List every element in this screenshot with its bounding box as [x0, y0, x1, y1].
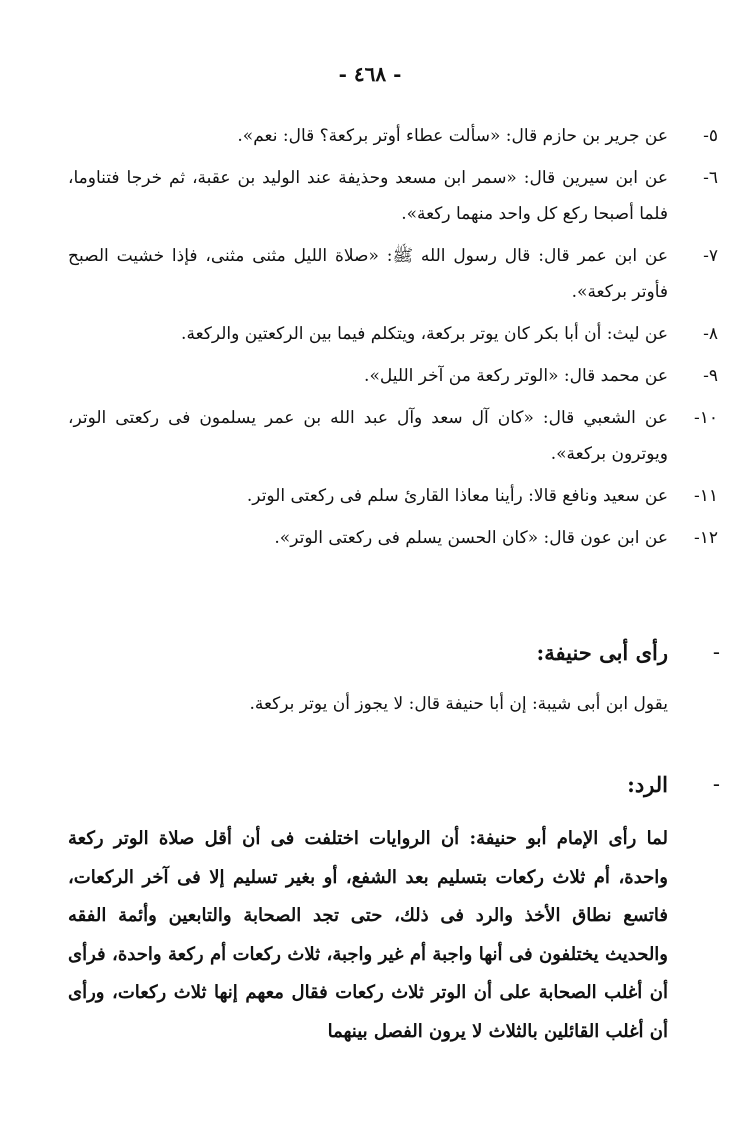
narration-number: ٧- [703, 246, 718, 266]
narration-text: عن سعيد ونافع قالا: رأينا معاذا القارئ سلم فى ركعتى الوتر. [246, 486, 668, 506]
narration-text: عن ليث: أن أبا بكر كان يوتر بركعة، ويتكلم فيما بين الركعتين والركعة. [181, 324, 668, 344]
reply-text: لما رأى الإمام أبو حنيفة: أن الروايات اختلفت فى أن أقل صلاة الوتر ركعة واحدة، أم ثلاث ركعات بتسليم بعد الشفع، أو بغير تسليم إلا فى آخر الركعات، فاتسع نطاق الأخذ والرد فى ذلك، حتى تجد الصحابة والتابعين وأئمة الفقه والحديث يختلفون فى أنها واجبة أم غير واجبة، ثلاث ركعات أم ركعة واحدة، فرأى أن أغلب الصحابة على أن الوتر ثلاث ركعات فقال معهم إنها ثلاث ركعات، ورأى أن أغلب القائلين بالثلاث لا يرون الفصل بينهما [68, 828, 668, 1042]
heading-dash: - [712, 772, 720, 796]
narration-text: عن ابن عمر قال: قال رسول الله ﷺ: «صلاة الليل مثنى مثنى، فإذا خشيت الصبح فأوتر بركعة». [68, 246, 668, 302]
heading-text: الرد: [627, 772, 668, 797]
heading-text: رأى أبى حنيفة: [536, 640, 668, 665]
narration-number: ١٠- [693, 408, 718, 428]
narration-item [68, 316, 718, 352]
page-number: - ٤٦٨ - [338, 62, 402, 86]
narration-item [68, 520, 718, 556]
narration-number: ١٢- [693, 528, 718, 548]
narration-number: ٦- [703, 168, 718, 188]
reply-paragraph [68, 820, 668, 1051]
heading-dash: - [712, 640, 720, 664]
narration-number: ١١- [693, 486, 718, 506]
narration-item [68, 358, 718, 394]
section-heading-abu-hanifa [536, 640, 720, 665]
narration-text: عن الشعبي قال: «كان آل سعد وآل عبد الله بن عمر يسلمون فى ركعتى الوتر، ويوترون بركعة». [68, 408, 668, 464]
abu-hanifa-opinion: يقول ابن أبى شيبة: إن أبا حنيفة قال: لا يجوز أن يوتر بركعة. [249, 694, 668, 714]
narration-text: عن محمد قال: «الوتر ركعة من آخر الليل». [364, 366, 668, 386]
narration-item [68, 478, 718, 514]
section-heading-reply [627, 772, 720, 797]
narration-item [68, 400, 718, 472]
narration-number: ٥- [703, 126, 718, 146]
narration-item [68, 238, 718, 310]
narrations-list [68, 118, 718, 562]
narration-text: عن ابن سيرين قال: «سمر ابن مسعد وحذيفة عند الوليد بن عقبة، ثم خرجا فتناوما، فلما أصبحا ركع كل واحد منهما ركعة». [68, 168, 668, 224]
narration-item [68, 160, 718, 232]
narration-item [68, 118, 718, 154]
narration-number: ٨- [703, 324, 718, 344]
narration-number: ٩- [703, 366, 718, 386]
narration-text: عن جرير بن حازم قال: «سألت عطاء أوتر بركعة؟ قال: نعم». [237, 126, 668, 146]
narration-text: عن ابن عون قال: «كان الحسن يسلم فى ركعتى الوتر». [274, 528, 668, 548]
